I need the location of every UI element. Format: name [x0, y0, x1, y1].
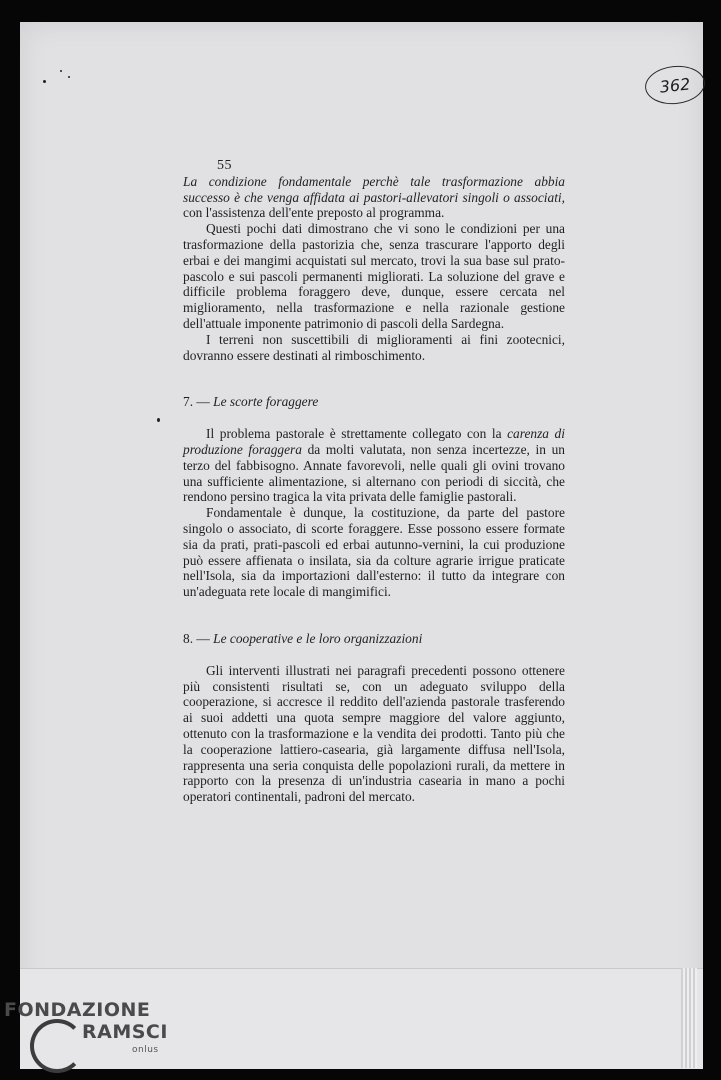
paper-speck	[60, 70, 62, 72]
section-8-title: Le cooperative e le loro organizzazioni	[213, 630, 423, 646]
section-7-paragraph-1: Il problema pastorale è strettamente collegato con la carenza di produzione foraggera da molti valutata, non senza incertezze, in un terzo del fabbisogno. Annate favorevoli, nelle quali gli ovini trovano una sufficiente alimentazione, si alternano con periodi di siccità, che rendono persino tragica la vita privata delle famiglie pastorali.	[183, 426, 565, 505]
section-8-heading	[183, 631, 565, 647]
paper-speck	[43, 80, 46, 83]
watermark-line-2: RAMSCI	[82, 1021, 168, 1043]
intro-rest: con l'assistenza dell'ente preposto al programma.	[183, 205, 445, 221]
intro-italic-lead: La condizione fondamentale perchè tale trasformazione abbia successo è che venga affidata ai pastori-allevatori singoli o associati,	[183, 173, 565, 205]
archive-number-stamp: 362	[643, 63, 707, 107]
section-8-paragraph-1: Gli interventi illustrati nei paragrafi precedenti possono ottenere più consistenti risultati se, con un adeguato sviluppo della cooperazione, si accresce il reddito dell'azienda pastorale trasferendo ai suoi addetti una quota sempre maggiore del valore aggiunto, ottenuto con la trasformazione e la vendita dei prodotti. Tanto più che la cooperazione lattiero-casearia, già largamente diffusa nell'Isola, rappresenta una seria conquista delle popolazioni rurali, da mettere in rapporto con la presenza di un'industria casearia in mano a pochi operatori continentali, padroni del mercato.	[183, 662, 565, 805]
section-7-heading	[183, 394, 565, 410]
page-edge-strip	[681, 968, 697, 1068]
paragraph: I terreni non suscettibili di miglioramenti ai fini zootecnici, dovranno essere destinati al rimboschimento.	[183, 331, 565, 363]
section-7-number: 7. —	[183, 394, 210, 410]
document-body	[183, 158, 565, 805]
intro-paragraph	[183, 174, 565, 221]
paragraph: Questi pochi dati dimostrano che vi sono le condizioni per una trasformazione della pastorizia che, senza trascurare l'apporto degli erbai e dei mangimi acquistati sul mercato, trovi la sua base sul prato-pascolo e sui pascoli permanenti migliorati. La soluzione del grave e difficile problema foraggero deve, dunque, essere cercata nel miglioramento, nella trasformazione e nella razionale gestione dell'attuale imponente patrimonio di pascoli della Sardegna.	[183, 221, 565, 331]
page-number: 55	[217, 158, 232, 173]
section-7-title: Le scorte foraggere	[213, 394, 319, 410]
fondazione-gramsci-watermark	[4, 999, 168, 1061]
paper-speck	[68, 76, 70, 78]
watermark-suffix: onlus	[132, 1045, 159, 1055]
section-7-paragraph-2: Fondamentale è dunque, la costituzione, da parte del pastore singolo o associato, di scorte foraggere. Esse possono essere formate sia da prati, prati-pascoli ed erbai autunno-vernini, la cui produzione può essere affienata o insilata, sia da colture agrarie irrigue praticate nell'Isola, sia da importazioni dall'esterno: il tutto da integrare con un'adeguata rete locale di mangimifici.	[183, 505, 565, 600]
watermark-line-1: FONDAZIONE	[4, 999, 151, 1021]
section-8-number: 8. —	[183, 630, 210, 646]
gramsci-g-logo-icon	[30, 1019, 84, 1073]
paper-speck	[157, 418, 160, 422]
